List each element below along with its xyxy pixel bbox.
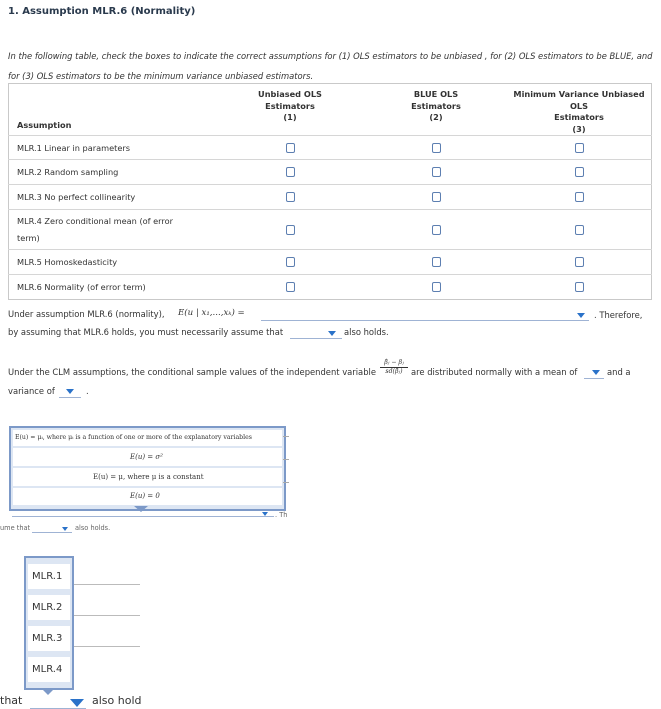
table-row xyxy=(9,210,652,250)
checkbox-mlr4-unbiased[interactable] xyxy=(286,225,295,235)
behind-also-holds-text: also holds. xyxy=(75,524,111,532)
variance-dropdown[interactable] xyxy=(59,397,81,398)
period-text: . xyxy=(86,386,89,396)
row-label: MLR.3 No perfect collinearity xyxy=(9,185,216,210)
checkbox-mlr6-mvue[interactable] xyxy=(575,282,584,292)
panel-edge-line xyxy=(283,459,289,460)
and-a-text: and a xyxy=(607,367,631,377)
row-label: MLR.6 Normality (of error term) xyxy=(9,275,216,300)
chevron-down-icon[interactable] xyxy=(328,331,336,336)
row-label: MLR.2 Random sampling xyxy=(9,160,216,185)
checkbox-mlr6-blue[interactable] xyxy=(432,282,441,292)
checkbox-mlr4-mvue[interactable] xyxy=(575,225,584,235)
checkbox-mlr1-unbiased[interactable] xyxy=(286,143,295,153)
checkbox-mlr1-blue[interactable] xyxy=(432,143,441,153)
chevron-down-icon[interactable] xyxy=(262,512,268,516)
expectation-dropdown[interactable] xyxy=(261,320,589,321)
dropdown-option-mlr1[interactable]: MLR.1 xyxy=(28,564,70,589)
chevron-down-icon[interactable] xyxy=(592,370,600,375)
checkbox-mlr5-mvue[interactable] xyxy=(575,257,584,267)
panel-edge-line xyxy=(72,584,140,585)
dropdown-option-mlr2[interactable]: MLR.2 xyxy=(28,595,70,620)
instructions: In the following table, check the boxes to indicate the correct assumptions for (1) OLS estimators to be unbiased , for (2) OLS estimators to be BLUE, and for (3) OLS estimators to be the minimum variance unbiased estimators. xyxy=(8,51,653,81)
table-row xyxy=(9,275,652,300)
mean-dropdown[interactable] xyxy=(584,378,604,379)
dropdown-option[interactable]: E(u) = σ² xyxy=(13,448,282,466)
behind-dropdown-line xyxy=(12,516,274,517)
panel-edge-line xyxy=(72,646,140,647)
page-title: 1. Assumption MLR.6 (Normality) xyxy=(8,6,196,17)
table-row xyxy=(9,250,652,275)
table-row xyxy=(9,185,652,210)
assumption-column-header: Assumption xyxy=(17,120,72,130)
conditional-expectation-formula: E(u | x₁,...,xₖ) = xyxy=(178,308,245,318)
row-label: MLR.4 Zero conditional mean (of error term) xyxy=(9,210,216,250)
dropdown-option-mlr3[interactable]: MLR.3 xyxy=(28,626,70,651)
behind-that-text: that xyxy=(0,694,23,707)
checkbox-mlr2-unbiased[interactable] xyxy=(286,167,295,177)
checkbox-mlr3-mvue[interactable] xyxy=(575,192,584,202)
panel-edge-line xyxy=(283,436,289,437)
assumption-dropdown[interactable] xyxy=(290,338,342,339)
panel-edge-line xyxy=(283,482,289,483)
checkbox-mlr2-mvue[interactable] xyxy=(575,167,584,177)
table-row xyxy=(9,136,652,160)
dropdown-option[interactable]: E(u) = μᵢ, where μᵢ is a function of one or more of the explanatory variables xyxy=(13,430,282,446)
table-row xyxy=(9,160,652,185)
checkbox-mlr4-blue[interactable] xyxy=(432,225,441,235)
panel-edge-line xyxy=(72,615,140,616)
chevron-down-icon[interactable] xyxy=(62,527,68,531)
mvue-column-header: Minimum Variance Unbiased OLS Estimators (3) xyxy=(513,89,645,134)
variance-prefix: variance of xyxy=(8,386,55,396)
dropdown-option-mlr4[interactable]: MLR.4 xyxy=(28,657,70,682)
behind-assume-text: ume that xyxy=(0,524,31,532)
therefore-text: . Therefore, xyxy=(594,310,643,320)
standardized-estimator-fraction: β̂ⱼ − βⱼ sd(β̂ⱼ) xyxy=(380,359,408,375)
dropdown-option[interactable]: E(u) = μ, where μ is a constant xyxy=(13,468,282,486)
assume-line-prefix: by assuming that MLR.6 holds, you must necessarily assume that xyxy=(8,327,284,337)
normality-prefix: Under assumption MLR.6 (normality), xyxy=(8,309,165,319)
behind-therefore-text: . Th xyxy=(275,511,288,519)
distributed-text: are distributed normally with a mean of xyxy=(411,367,578,377)
checkbox-mlr5-unbiased[interactable] xyxy=(286,257,295,267)
behind-dropdown-line xyxy=(32,532,72,533)
assumptions-table xyxy=(8,83,652,300)
clm-prefix: Under the CLM assumptions, the conditional sample values of the independent variable xyxy=(8,367,376,377)
checkbox-mlr5-blue[interactable] xyxy=(432,257,441,267)
dropdown-option[interactable]: E(u) = 0 xyxy=(13,488,282,505)
assumption-options-panel xyxy=(24,556,74,690)
chevron-down-icon[interactable] xyxy=(577,313,585,318)
chevron-down-icon[interactable] xyxy=(70,699,84,707)
checkbox-mlr3-unbiased[interactable] xyxy=(286,192,295,202)
unbiased-column-header: Unbiased OLS Estimators (1) xyxy=(258,89,322,122)
row-label: MLR.5 Homoskedasticity xyxy=(9,250,216,275)
chevron-down-icon[interactable] xyxy=(66,389,74,394)
checkbox-mlr1-mvue[interactable] xyxy=(575,143,584,153)
checkbox-mlr2-blue[interactable] xyxy=(432,167,441,177)
checkbox-mlr3-blue[interactable] xyxy=(432,192,441,202)
row-label: MLR.1 Linear in parameters xyxy=(9,136,216,160)
panel-pointer xyxy=(134,506,148,512)
behind-also-hold-text: also hold xyxy=(92,694,142,707)
blue-column-header: BLUE OLS Estimators (2) xyxy=(411,89,461,122)
panel-pointer xyxy=(41,688,55,695)
checkbox-mlr6-unbiased[interactable] xyxy=(286,282,295,292)
also-holds-text: also holds. xyxy=(344,327,389,337)
expectation-options-panel xyxy=(9,426,286,511)
